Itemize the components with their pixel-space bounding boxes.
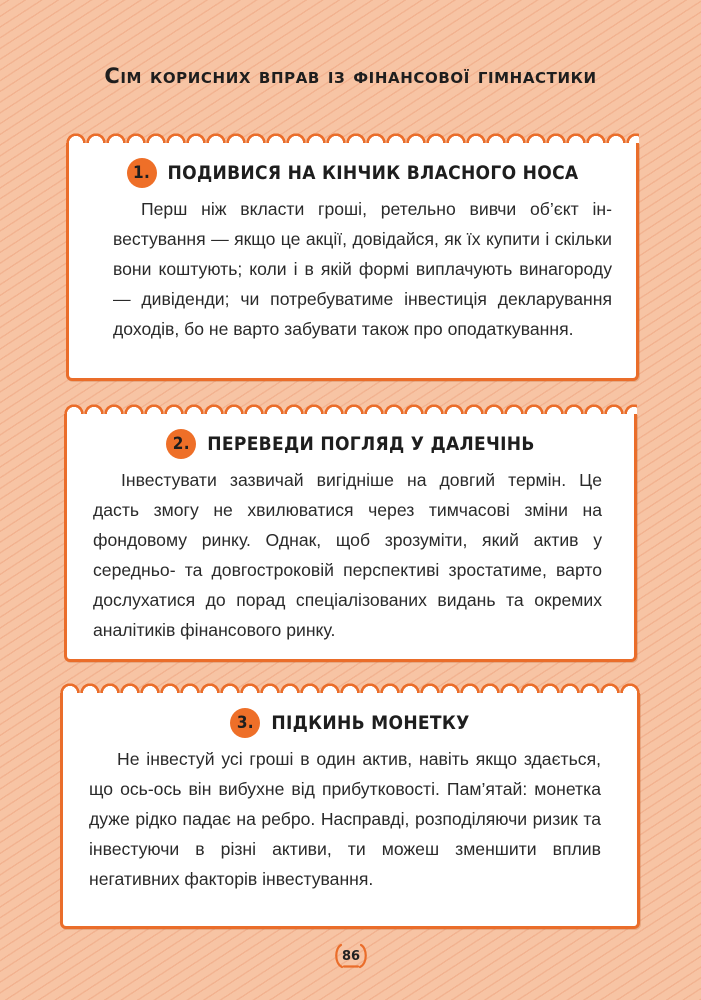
exercise-title: ПОДИВИСЯ НА КІНЧИК ВЛАСНОГО НОСА (167, 162, 579, 184)
number-badge: 1. (127, 158, 157, 188)
exercise-heading (67, 429, 634, 459)
page-title: Сім корисних вправ із фінансової гімнастики (104, 64, 597, 88)
number-badge: 2. (166, 429, 196, 459)
exercise-card-1 (66, 143, 639, 381)
number-badge: 3. (230, 708, 260, 738)
exercise-heading (69, 158, 636, 188)
exercise-heading (63, 708, 637, 738)
page-number (333, 943, 369, 969)
exercise-text: Не інвестуй усі гроші в один актив, навіть якщо здається, що ось-ось він вибухне від прибутковості. Пам’ятай: монетка дуже рідко падає на ребро. Насправді, розподіляючи ризик та інвестуючи в різні активи, ти можеш зменшити вплив негативних факторів інвестування. (89, 749, 601, 889)
exercise-card-3 (60, 693, 640, 929)
page-number-text: 86 (341, 948, 361, 964)
exercise-card-2 (64, 414, 637, 662)
exercise-text: Інвестувати зазвичай вигідніше на довгий термін. Це дасть змогу не хвилюватися через тимчасові зміни на фондовому ринку. Однак, щоб зрозуміти, який актив у середньо- та довгостроковій перспективі зростатиме, варто дослухатися до порад спеціалізованих видань та окремих аналітиків фінансового ринку. (93, 470, 602, 640)
exercise-title: ПІДКИНЬ МОНЕТКУ (271, 712, 470, 734)
exercise-title: ПЕРЕВЕДИ ПОГЛЯД У ДАЛЕЧІНЬ (207, 433, 535, 455)
exercise-text: Перш ніж вкласти гроші, ретельно вивчи об’єкт інвестування — якщо це акції, довідайся, як їх купити і скільки вони коштують; коли і в якій формі виплачують винагороду — дивіденди; чи потребуватиме інвестиція декларування доходів, бо не варто забувати також про оподаткування. (113, 199, 612, 339)
